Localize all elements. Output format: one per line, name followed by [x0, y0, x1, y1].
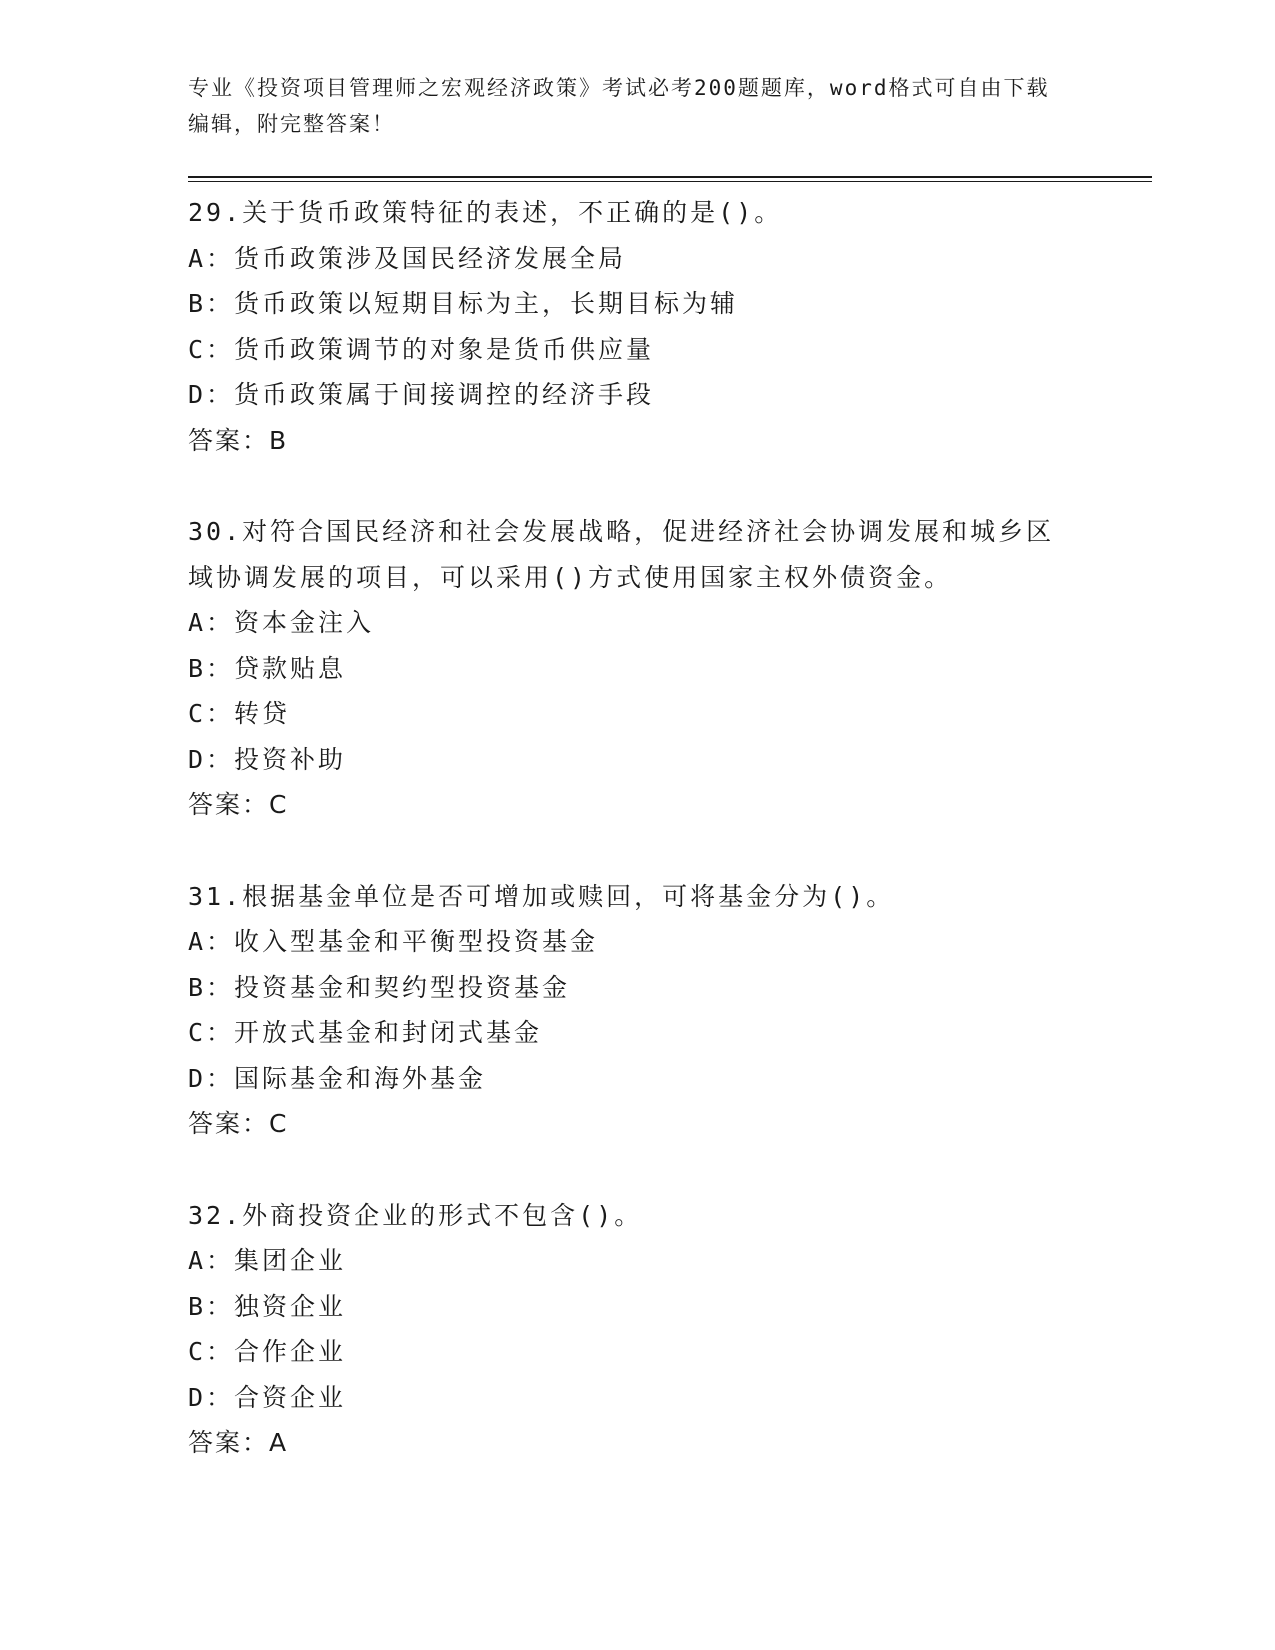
option-b: B：投资基金和契约型投资基金: [188, 972, 571, 1002]
question-30: [188, 509, 1148, 828]
option-b: B：贷款贴息: [188, 653, 347, 683]
option-d: D：国际基金和海外基金: [188, 1063, 487, 1093]
question-title: 30.对符合国民经济和社会发展战略，促进经济社会协调发展和城乡区域协调发展的项目，可以采用()方式使用国家主权外债资金。: [188, 517, 1055, 592]
option-d: D：合资企业: [188, 1382, 347, 1412]
question-title: 29.关于货币政策特征的表述，不正确的是()。: [188, 198, 783, 227]
option-c: C：货币政策调节的对象是货币供应量: [188, 334, 655, 364]
question-spacer: [188, 828, 1148, 874]
option-d: D：货币政策属于间接调控的经济手段: [188, 380, 655, 409]
question-spacer: [188, 463, 1148, 509]
option-b: B：货币政策以短期目标为主，长期目标为辅: [188, 289, 739, 318]
document-header: 专业《投资项目管理师之宏观经济政策》考试必考200题题库，word格式可自由下载编辑，附完整答案！: [188, 76, 1050, 136]
option-c: C：转贷: [188, 699, 291, 728]
option-b: B：独资企业: [188, 1291, 347, 1321]
question-32: [188, 1193, 1148, 1466]
question-spacer: [188, 1147, 1148, 1193]
question-29: [188, 190, 1148, 463]
answer-label: 答案：C: [188, 790, 289, 819]
option-a: A：收入型基金和平衡型投资基金: [188, 927, 599, 956]
header-divider: [188, 176, 1152, 182]
option-c: C：合作企业: [188, 1337, 347, 1366]
answer-label: 答案：A: [188, 1428, 289, 1457]
option-a: A：资本金注入: [188, 608, 375, 637]
option-d: D：投资补助: [188, 744, 347, 774]
option-a: A：货币政策涉及国民经济发展全局: [188, 243, 627, 273]
answer-label: 答案：B: [188, 425, 289, 455]
question-title: 32.外商投资企业的形式不包含()。: [188, 1200, 643, 1230]
option-c: C：开放式基金和封闭式基金: [188, 1018, 543, 1047]
question-title: 31.根据基金单位是否可增加或赎回，可将基金分为()。: [188, 881, 895, 911]
option-a: A：集团企业: [188, 1246, 347, 1275]
question-31: [188, 874, 1148, 1147]
answer-label: 答案：C: [188, 1109, 289, 1138]
document-page: [188, 70, 1148, 1466]
